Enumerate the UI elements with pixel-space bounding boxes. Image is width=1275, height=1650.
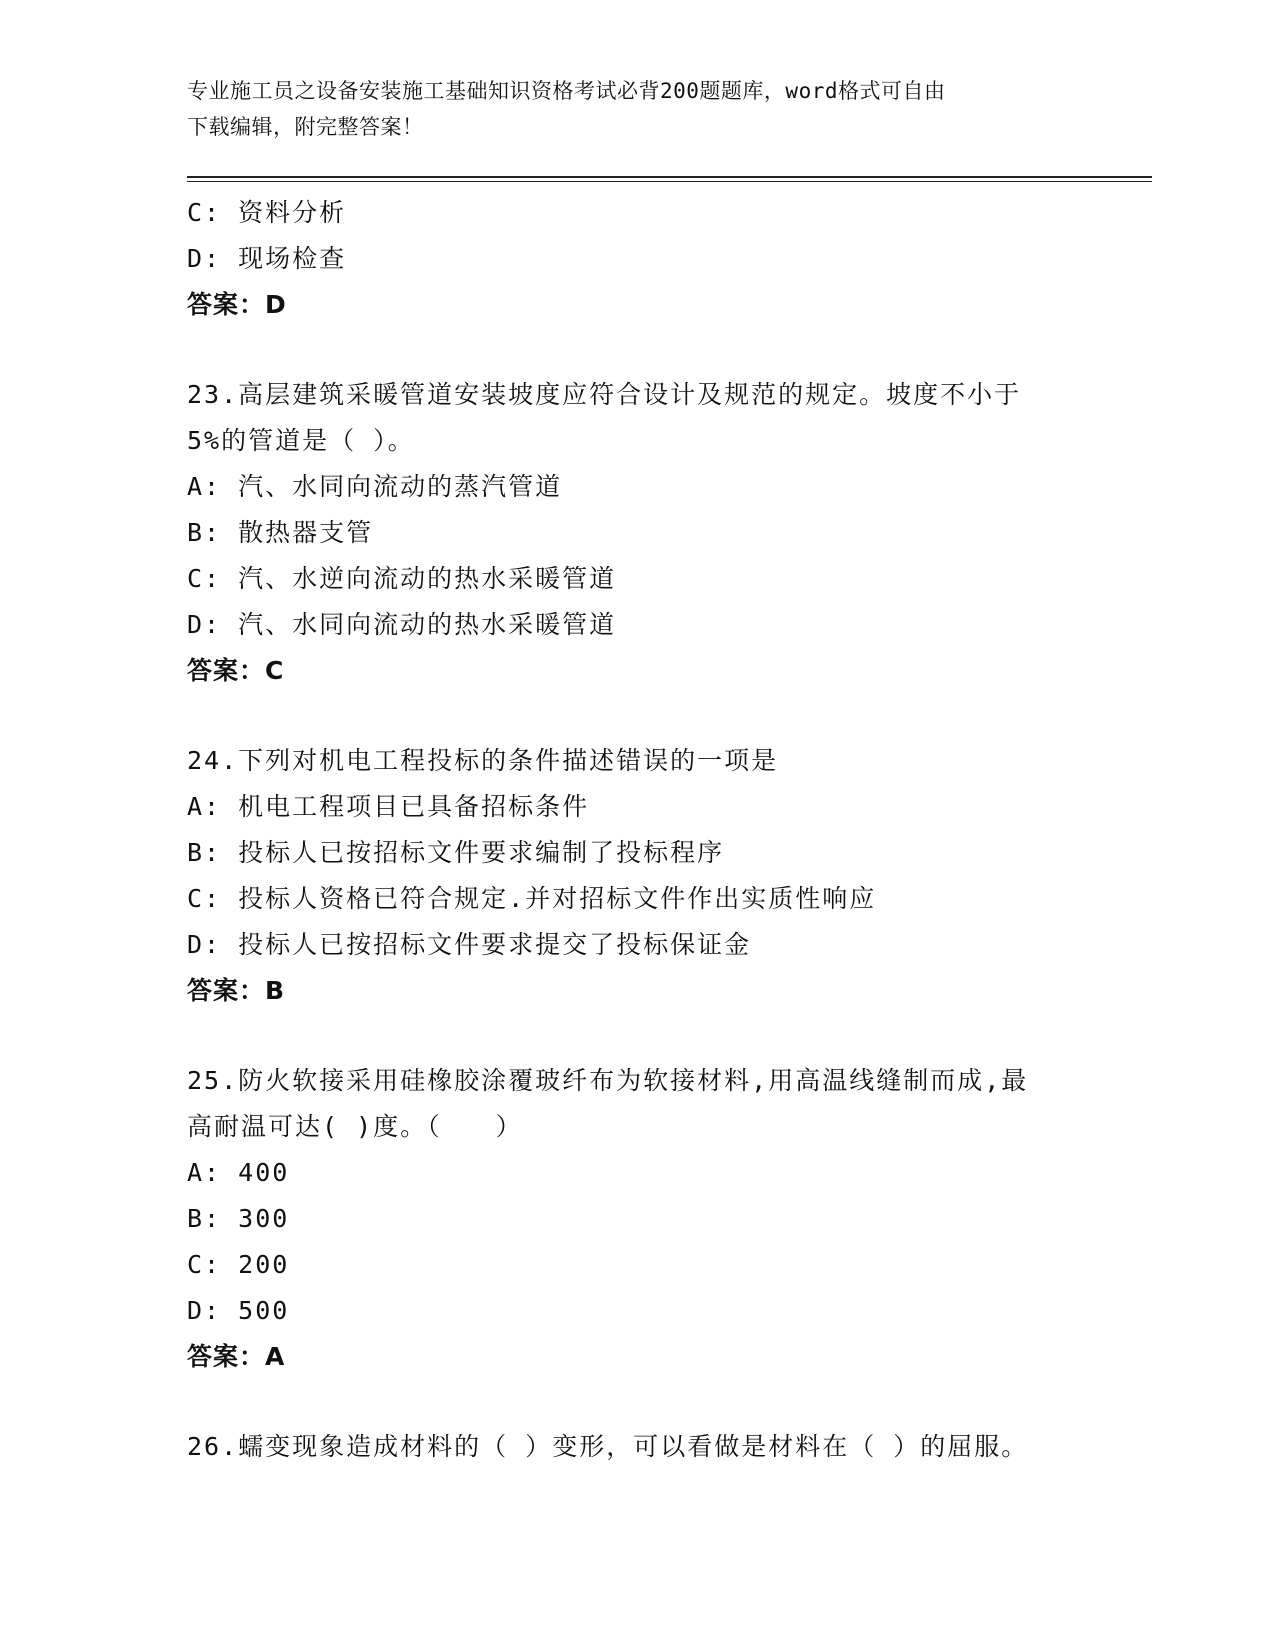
option-c: C: 汽、水逆向流动的热水采暖管道 [187,564,617,593]
option-b: B: 300 [187,1204,290,1233]
option-b: B: 投标人已按招标文件要求编制了投标程序 [187,838,725,867]
question-text-line-1: 24.下列对机电工程投标的条件描述错误的一项是 [187,746,779,775]
option-a: A: 机电工程项目已具备招标条件 [187,792,590,821]
spacer [187,1014,1087,1058]
option-d: D: 现场检查 [187,244,347,273]
spacer [187,694,1087,738]
question-list [187,190,1087,1470]
option-d: D: 投标人已按招标文件要求提交了投标保证金 [187,930,752,959]
answer-line: 答案：A [187,1342,286,1371]
question-block-26 [187,1424,1087,1470]
question-block-22 [187,190,1087,328]
question-text-line-1: 23.高层建筑采暖管道安装坡度应符合设计及规范的规定。坡度不小于 [187,380,1022,409]
question-text-line-2: 5%的管道是（ ）。 [187,426,415,455]
answer-line: 答案：C [187,656,285,685]
option-c: C: 资料分析 [187,198,347,227]
option-a: A: 汽、水同向流动的蒸汽管道 [187,472,563,501]
document-header [187,73,1077,145]
option-b: B: 散热器支管 [187,518,374,547]
question-block-24 [187,738,1087,1014]
option-a: A: 400 [187,1158,290,1187]
option-d: D: 500 [187,1296,290,1325]
answer-line: 答案：D [187,290,287,319]
question-text-line-1: 25.防火软接采用硅橡胶涂覆玻纤布为软接材料,用高温线缝制而成,最 [187,1066,1029,1095]
spacer [187,1380,1087,1424]
header-rule-thick [187,176,1152,178]
header-line-2: 下载编辑，附完整答案！ [187,115,424,139]
question-text-line-1: 26.蠕变现象造成材料的（ ）变形，可以看做是材料在（ ）的屈服。 [187,1432,1029,1461]
question-text-line-2: 高耐温可达( )度。（ ） [187,1112,523,1141]
answer-line: 答案：B [187,976,286,1005]
option-d: D: 汽、水同向流动的热水采暖管道 [187,610,617,639]
question-block-23 [187,372,1087,694]
question-block-25 [187,1058,1087,1380]
option-c: C: 200 [187,1250,290,1279]
header-line-1: 专业施工员之设备安装施工基础知识资格考试必背200题题库，word格式可自由 [187,79,946,103]
header-rule-thin [187,181,1152,182]
spacer [187,328,1087,372]
option-c: C: 投标人资格已符合规定.并对招标文件作出实质性响应 [187,884,877,913]
